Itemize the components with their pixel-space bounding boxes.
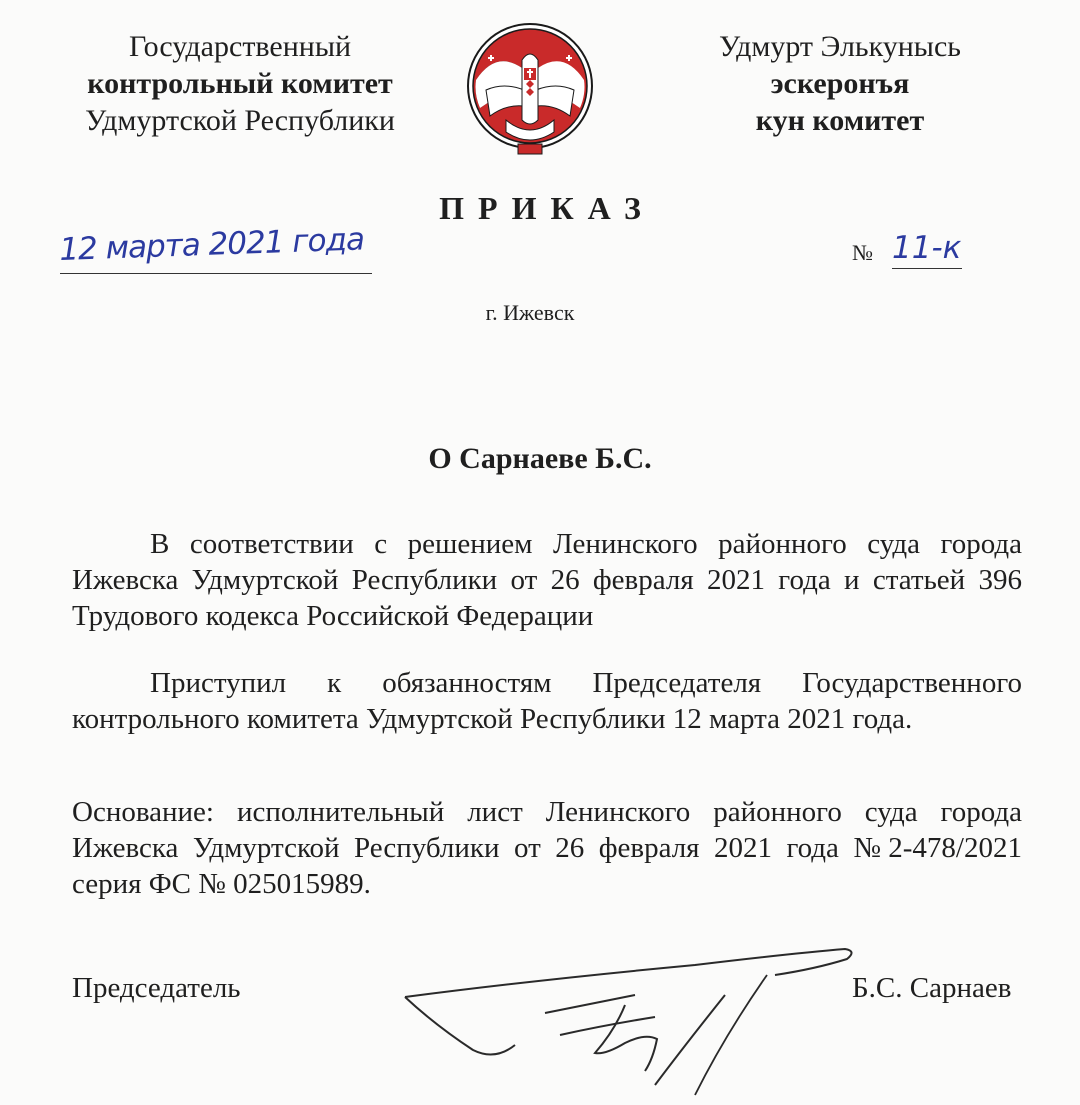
city: г. Ижевск [485, 300, 575, 325]
order-number [852, 230, 972, 274]
header-left-line2: контрольный комитет [87, 67, 393, 100]
order-subject: О Сарнаеве Б.С. [428, 442, 652, 475]
header-left-line3: Удмуртской Республики [85, 104, 395, 137]
header-right [640, 28, 1040, 139]
document-title: ПРИКАЗ [439, 190, 655, 226]
signatory-position: Председатель [72, 972, 241, 1004]
order-date-handwritten: 12 марта 2021 года [58, 221, 365, 268]
header-right-line1: Удмурт Элькунысь [719, 30, 961, 63]
header-left-line1: Государственный [128, 30, 352, 63]
basis-paragraph: Основание: исполнительный лист Ленинского районного суда города Ижевска Удмуртской Республики от 26 февраля 2021 года №2-478/2021 серия ФС № 025015989. [72, 796, 1022, 900]
header-left [40, 28, 440, 139]
paragraph-2: Приступил к обязанностям Председателя Государственного контрольного комитета Удмуртской Республики 12 марта 2021 года. [72, 667, 1022, 735]
handwritten-signature-icon [395, 935, 865, 1100]
header-right-line3: кун комитет [755, 104, 925, 137]
coat-of-arms-icon [466, 20, 594, 160]
number-sign: № [852, 240, 873, 265]
order-date [58, 221, 372, 268]
number-underline [892, 268, 962, 269]
date-underline [60, 273, 372, 274]
order-number-handwritten: 11-к [892, 230, 962, 266]
header-right-line2: эскеронъя [770, 67, 910, 100]
paragraph-1: В соответствии с решением Ленинского районного суда города Ижевска Удмуртской Республики от 26 февраля 2021 года и статьей 396 Трудового кодекса Российской Федерации [72, 528, 1022, 632]
signatory-name: Б.С. Сарнаев [852, 972, 1012, 1004]
